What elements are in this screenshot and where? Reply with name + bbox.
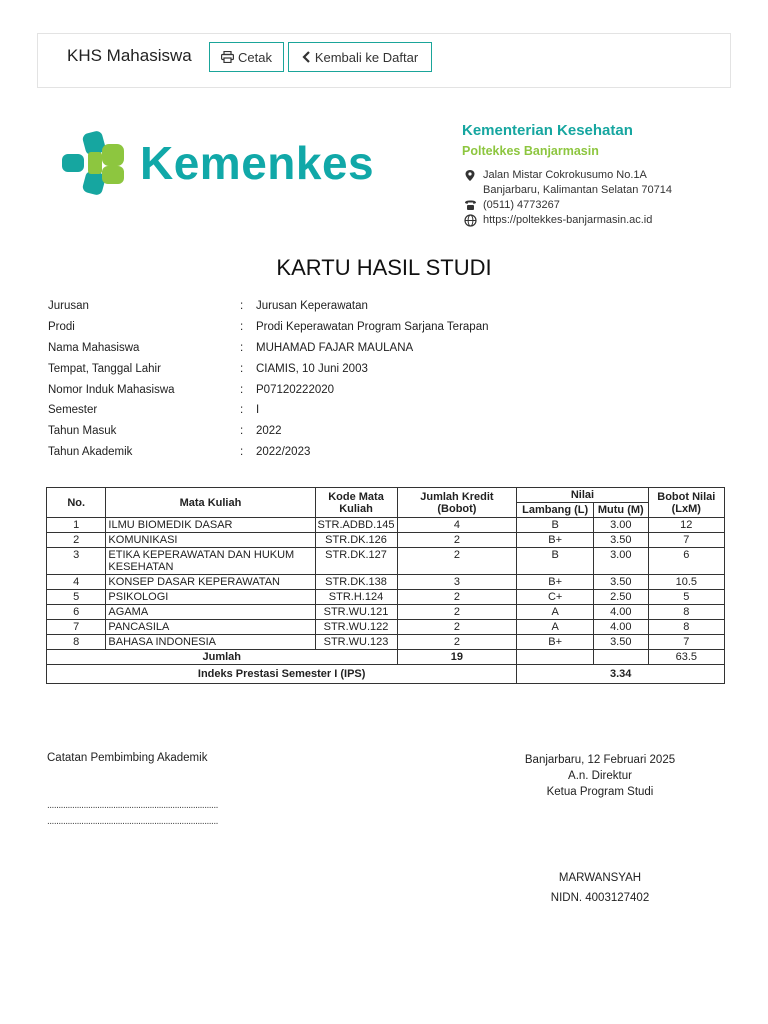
row-credits: 3 [397,575,517,590]
row-credits: 2 [397,620,517,635]
row-credits: 2 [397,533,517,548]
row-letter: B [517,518,594,533]
signer-nidn: NIDN. 4003127402 [550,892,650,904]
row-no: 6 [47,605,106,620]
signature-block [500,752,700,906]
row-code: STR.H.124 [315,590,397,605]
table-row [47,518,725,533]
header-credits: Jumlah Kredit (Bobot) [397,488,517,518]
info-row [48,421,488,442]
row-credits: 2 [397,590,517,605]
back-to-list-button[interactable] [288,42,432,72]
row-code: STR.DK.138 [315,575,397,590]
row-no: 2 [47,533,106,548]
info-value: 2022/2023 [256,445,311,458]
print-button-label: Cetak [238,49,272,65]
top-toolbar [37,33,731,88]
row-no: 4 [47,575,106,590]
info-label: Jurusan [48,300,89,313]
globe-icon [462,214,478,227]
info-label: Semester [48,404,98,417]
row-no: 5 [47,590,106,605]
row-letter: A [517,620,594,635]
row-course: BAHASA INDONESIA [106,635,315,650]
advisor-notes [47,752,247,830]
info-colon: : [240,300,244,313]
info-colon: : [240,362,244,375]
back-button-label: Kembali ke Daftar [314,49,419,65]
header-course: Mata Kuliah [106,488,315,518]
page-title: KHS Mahasiswa [67,46,192,65]
row-code: STR.ADBD.145 [315,518,397,533]
row-credits: 2 [397,605,517,620]
row-no: 1 [47,518,106,533]
table-row [47,533,725,548]
table-row [47,575,725,590]
row-quality: 3.50 [593,575,648,590]
on-behalf: A.n. Direktur [568,770,632,782]
grades-table [46,487,725,684]
document-title: KARTU HASIL STUDI [276,255,492,280]
info-colon: : [240,445,244,458]
school-name: Poltekkes Banjarmasin [462,144,599,158]
row-weight: 8 [648,605,724,620]
row-no: 7 [47,620,106,635]
printer-icon [221,51,234,63]
row-weight: 8 [648,620,724,635]
row-letter: B+ [517,635,594,650]
row-credits: 2 [397,635,517,650]
total-weight: 63.5 [648,650,724,665]
signer-position: Ketua Program Studi [546,786,654,798]
row-course: ETIKA KEPERAWATAN DAN HUKUM KESEHATAN [106,548,315,575]
info-row [48,442,488,463]
info-label: Nama Mahasiswa [48,341,140,354]
info-value: Prodi Keperawatan Program Sarjana Terapan [256,321,489,334]
phone-icon [462,200,478,211]
row-course: AGAMA [106,605,315,620]
header-quality: Mutu (M) [593,503,648,518]
row-letter: C+ [517,590,594,605]
header-no: No. [47,488,106,518]
row-code: STR.DK.126 [315,533,397,548]
table-row [47,590,725,605]
phone-number: (0511) 4773267 [483,199,560,211]
row-course: PSIKOLOGI [106,590,315,605]
row-no: 8 [47,635,106,650]
info-value: CIAMIS, 10 Juni 2003 [256,362,368,375]
row-quality: 4.00 [593,605,648,620]
address-line-1: Jalan Mistar Cokrokusumo No.1A [483,169,647,181]
row-code: STR.WU.121 [315,605,397,620]
info-value: MUHAMAD FAJAR MAULANA [256,341,414,354]
row-code: STR.WU.123 [315,635,397,650]
info-row [48,296,488,317]
row-quality: 2.50 [593,590,648,605]
info-value: P07120222020 [256,383,335,396]
info-value: 2022 [256,425,282,438]
row-course: KOMUNIKASI [106,533,315,548]
row-credits: 4 [397,518,517,533]
header-weight: Bobot Nilai (LxM) [648,488,724,518]
row-course: ILMU BIOMEDIK DASAR [106,518,315,533]
row-weight: 10.5 [648,575,724,590]
row-quality: 3.50 [593,635,648,650]
header-grade-group: Nilai [517,488,648,503]
info-row [48,317,488,338]
row-no: 3 [47,548,106,575]
info-row [48,379,488,400]
ips-value: 3.34 [517,665,725,684]
row-course: PANCASILA [106,620,315,635]
table-row [47,635,725,650]
row-letter: B+ [517,533,594,548]
row-weight: 5 [648,590,724,605]
total-letter-empty [517,650,594,665]
info-label: Nomor Induk Mahasiswa [48,383,175,396]
row-quality: 3.50 [593,533,648,548]
signer-name: MARWANSYAH [558,872,642,884]
total-label: Jumlah [47,650,398,665]
institution-header [462,122,672,228]
total-credits: 19 [397,650,517,665]
row-letter: B+ [517,575,594,590]
row-course: KONSEP DASAR KEPERAWATAN [106,575,315,590]
table-row [47,620,725,635]
notes-line-2: ........................................................................... [47,816,218,827]
row-letter: B [517,548,594,575]
address-line-2: Banjarbaru, Kalimantan Selatan 70714 [483,184,672,196]
total-quality-empty [593,650,648,665]
row-weight: 12 [648,518,724,533]
place-date: Banjarbaru, 12 Februari 2025 [524,754,676,766]
row-credits: 2 [397,548,517,575]
ministry-name: Kementerian Kesehatan [462,122,633,139]
info-colon: : [240,383,244,396]
row-weight: 7 [648,533,724,548]
ips-label: Indeks Prestasi Semester I (IPS) [47,665,517,684]
header-letter: Lambang (L) [517,503,594,518]
info-label: Tahun Masuk [48,425,117,438]
row-quality: 4.00 [593,620,648,635]
info-colon: : [240,321,244,334]
row-weight: 6 [648,548,724,575]
row-code: STR.WU.122 [315,620,397,635]
row-quality: 3.00 [593,518,648,533]
info-row [48,338,488,359]
row-weight: 7 [648,635,724,650]
notes-line-1: ........................................................................... [47,800,218,811]
notes-title: Catatan Pembimbing Akademik [47,752,208,764]
info-row [48,400,488,421]
row-letter: A [517,605,594,620]
logo-wordmark: Kemenkes [140,137,375,189]
info-row [48,358,488,379]
table-row [47,605,725,620]
info-value: I [256,404,260,417]
info-label: Tahun Akademik [48,445,133,458]
header-code: Kode Mata Kuliah [315,488,397,518]
table-row [47,548,725,575]
student-info [48,296,488,462]
print-button[interactable] [209,42,284,72]
website-url: https://poltekkes-banjarmasin.ac.id [483,214,653,226]
location-pin-icon [462,169,478,182]
info-colon: : [240,404,244,417]
info-label: Tempat, Tanggal Lahir [48,362,161,375]
info-colon: : [240,341,244,354]
chevron-left-icon [302,51,311,63]
info-colon: : [240,425,244,438]
row-quality: 3.00 [593,548,648,575]
row-code: STR.DK.127 [315,548,397,575]
info-value: Jurusan Keperawatan [256,300,368,313]
info-label: Prodi [48,321,75,334]
